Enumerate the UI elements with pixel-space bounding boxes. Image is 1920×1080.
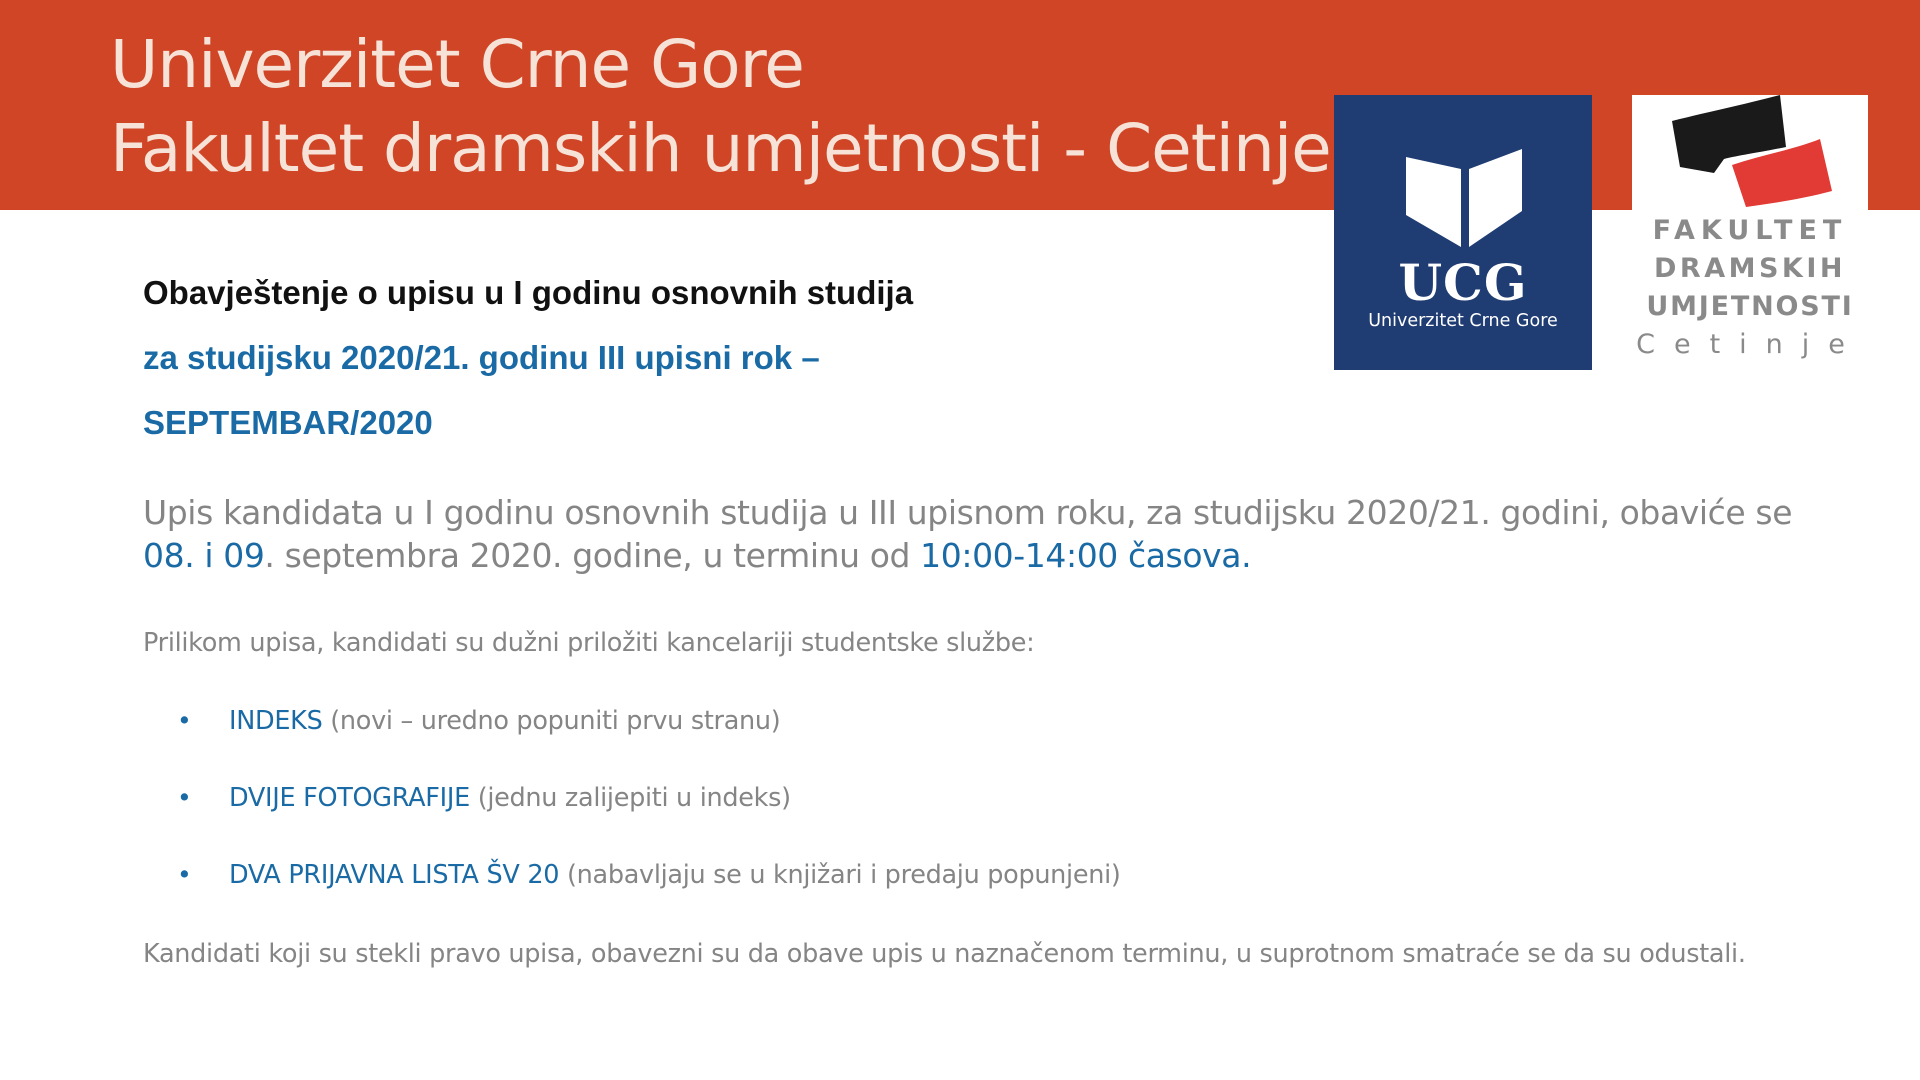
fdu-text-line1: FAKULTET (1652, 215, 1848, 246)
fdu-text-line2: DRAMSKIH (1654, 253, 1846, 284)
enrollment-paragraph (143, 491, 1843, 577)
ucg-logo (1334, 95, 1592, 370)
faculty-name: Fakultet dramskih umjetnosti - Cetinje (110, 110, 1331, 187)
intro-text-continued: . septembra 2020. godine, u terminu od (264, 536, 921, 575)
enrollment-time: 10:00-14:00 časova. (920, 536, 1252, 575)
fdu-logo (1632, 95, 1868, 400)
enrollment-dates: 08. i 09 (143, 536, 265, 575)
fdu-text-line4: Cetinje (1636, 329, 1864, 360)
fdu-text-line3: UMJETNOSTI (1646, 291, 1854, 322)
requirements-intro: Prilikom upisa, kandidati su dužni priložiti kancelariji studentske službe: (143, 628, 1035, 658)
closing-note: Kandidati koji su stekli pravo upisa, obavezni su da obave upis u naznačenom terminu, u suprotnom smatraće se da su odustali. (143, 939, 1746, 969)
flag-mark-icon (1662, 95, 1842, 207)
university-name: Univerzitet Crne Gore (110, 26, 804, 103)
item-note: (jednu zalijepiti u indeks) (469, 783, 791, 813)
bullet-icon: • (177, 783, 192, 812)
bullet-icon: • (177, 860, 192, 889)
item-note: (novi – uredno popuniti prvu stranu) (322, 706, 781, 736)
item-note: (nabavljaju se u knjižari i predaju popunjeni) (559, 860, 1121, 890)
notice-title: Obavještenje o upisu u I godinu osnovnih studija (143, 274, 914, 311)
ucg-abbreviation: UCG (1398, 253, 1528, 312)
bullet-icon: • (177, 706, 192, 735)
item-highlight: DVA PRIJAVNA LISTA ŠV 20 (229, 860, 560, 890)
item-highlight: INDEKS (229, 706, 323, 736)
open-book-icon (1406, 147, 1522, 247)
intro-text: Upis kandidata u I godinu osnovnih studija u III upisnom roku, za studijsku 2020/21. godini, obaviće se (143, 493, 1793, 532)
notice-period: SEPTEMBAR/2020 (143, 404, 433, 441)
item-highlight: DVIJE FOTOGRAFIJE (229, 783, 470, 813)
ucg-full-name: Univerzitet Crne Gore (1368, 311, 1558, 331)
notice-subtitle: za studijsku 2020/21. godinu III upisni rok – (143, 339, 820, 376)
